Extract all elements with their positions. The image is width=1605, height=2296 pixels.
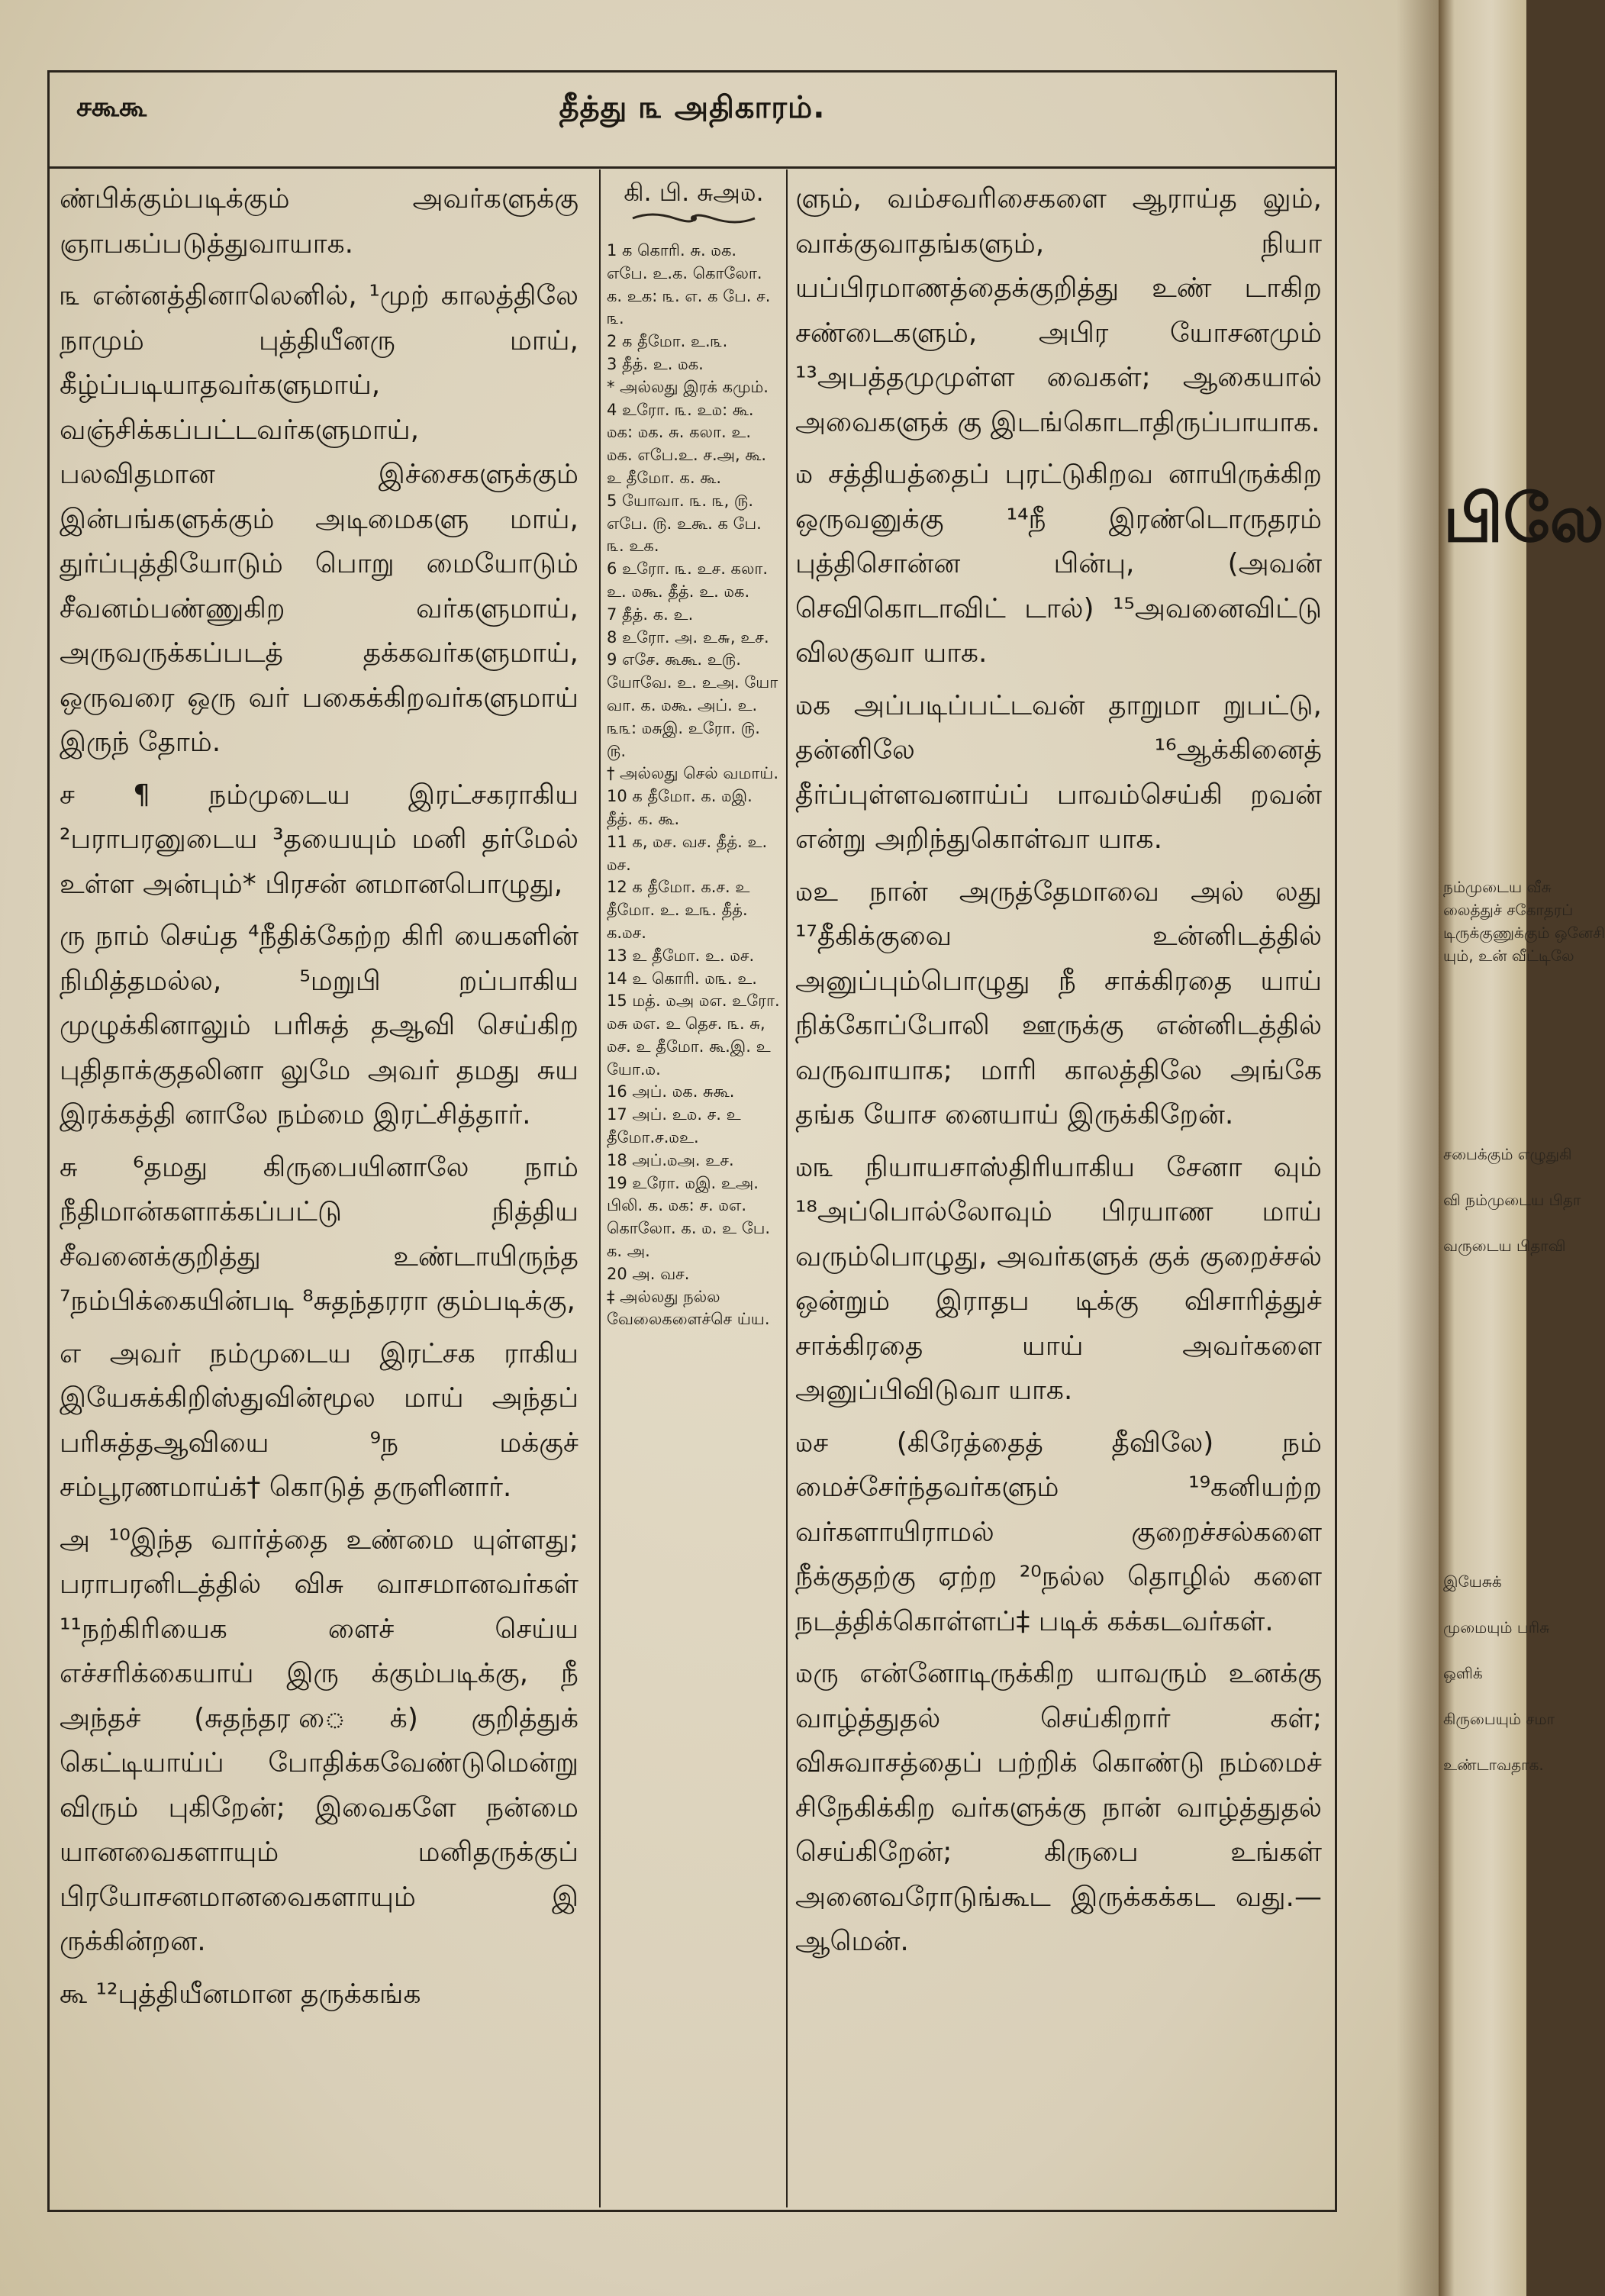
verse-paragraph: சு ⁶தமது கிருபையினாலே நாம் நீதிமான்களாக்கப்பட்டு நித்திய சீவனைக்குறித்து உண்டாயிருந்த ⁷நம்பிக்கையின்படி ⁸சுதந்தரரா கும்படிக்கு, — [60, 1151, 579, 1317]
adjacent-page-line: வருடைய பிதாவி — [1443, 1237, 1566, 1255]
verse-paragraph: கூ ¹²புத்தியீனமான தருக்கங்க — [60, 1978, 421, 2010]
margin-note: 10 க தீமோ. க. ௰இ. தீத். க. கூ. — [607, 787, 753, 828]
page-title: தீத்து ௩ அதிகாரம். — [559, 90, 826, 125]
frame-left-rule — [47, 70, 50, 2210]
verse-paragraph: அ ¹⁰இந்த வார்த்தை உண்மை யுள்ளது; பராபரனிடத்தில் விசு வாசமானவர்கள் ¹¹நற்கிரியைக ளைச் செய்ய எச்சரிக்கையாய் இரு க்கும்படிக்கு, நீ அந்தச் (சுதந்தர ைக்) குறித்துக் கெட்டியாய்ப் போதிக்கவேண்டுமென்று விரும் புகிறேன்; இவைகளே நன்மை யானவைகளாயும் மனிதருக்குப் பிரயோசனமானவைகளாயும் இ ருக்கின்றன. — [60, 1524, 579, 1957]
margin-note: 6 உரோ. ௩. உச. கலா. உ. ௰கூ. தீத். உ. ௰க. — [607, 559, 769, 601]
margin-note: 1 க கொரி. சு. ௰க. எபே. உ.க. கொலோ. க. உக: ௩. எ. க பே. ச. ௩. — [607, 241, 771, 328]
margin-note: 8 உரோ. அ. உ௬, உச. — [607, 627, 769, 647]
verse-paragraph: ௰௩ நியாயசாஸ்திரியாகிய சேனா வும் ¹⁸அப்பொல்லோவும் பிரயாண மாய் வரும்பொழுது, அவர்களுக் குக் குறைச்சல் ஒன்றும் இராதப டிக்கு விசாரித்துச் சாக்கிரதை யாய் அவர்களை அனுப்பிவிடுவா யாக. — [795, 1151, 1322, 1406]
margin-note: 18 அப்.௰அ. உச. — [607, 1150, 734, 1169]
verse-paragraph: ௰ சத்தியத்தைப் புரட்டுகிறவ னாயிருக்கிற ஒருவனுக்கு ¹⁴நீ இரண்டொருதரம் புத்திசொன்ன பின்பு, (அவன் செவிகொடாவிட் டால்) ¹⁵அவனைவிட்டு விலகுவா யாக. — [795, 459, 1322, 669]
margin-note: 17 அப். உ௰. ச. உ தீமோ.ச.௰உ. — [607, 1105, 741, 1147]
margin-note: 16 அப். ௰க. சுகூ. — [607, 1082, 735, 1101]
column-divider-left — [599, 169, 601, 2207]
margin-note: 12 க தீமோ. க.ச. உ தீமோ. உ. உ௩. தீத். க.௰ச. — [607, 878, 750, 942]
adjacent-page-line: யும், உன் வீட்டிலே — [1443, 946, 1574, 965]
verse-paragraph: எ அவர் நம்முடைய இரட்சக ராகிய இயேசுக்கிறிஸ்துவின்மூல மாய் அந்தப் பரிசுத்தஆவியை ⁹ந மக்குச் சம்பூரணமாய்க்† கொடுத் தருளினார். — [60, 1337, 579, 1503]
ornament-flourish-icon — [629, 211, 759, 226]
adjacent-page-line: டிருக்குணுக்கும் ஒனேசி — [1443, 924, 1605, 942]
margin-note: 5 யோவா. ௩. ௩, ௫. எபே. ௫. உகூ. க பே. ௩. உக. — [607, 491, 762, 556]
margin-note: ‡ அல்லது நல்ல வேலைகளைச்செ ய்ய. — [607, 1287, 770, 1329]
verse-paragraph: ௰ரு என்னோடிருக்கிற யாவரும் உனக்கு வாழ்த்துதல் செய்கிறார் கள்; விசுவாசத்தைப் பற்றிக் கொண்டு நம்மைச் சிநேகிக்கிற வர்களுக்கு நான் வாழ்த்துதல் செய்கிறேன்; கிருபை உங்கள் அனைவரோடுங்கூட இருக்கக்கட வது.—ஆமென். — [795, 1658, 1322, 1957]
margin-note: 7 தீத். க. உ. — [607, 605, 694, 624]
margin-note: 14 உ கொரி. ௰௩. உ. — [607, 969, 757, 988]
adjacent-page-line: சபைக்கும் எழுதுகி — [1443, 1145, 1572, 1163]
adjacent-page-line: கிருபையும் சமா — [1443, 1710, 1555, 1728]
verse-paragraph: ண்பிக்கும்படிக்கும் அவர்களுக்கு ஞாபகப்படுத்துவாயாக. — [60, 183, 579, 260]
margin-note: 13 உ தீமோ. உ. ௰ச. — [607, 946, 755, 965]
adjacent-page-heading: பிலே — [1443, 481, 1604, 557]
column-divider-right — [786, 169, 788, 2207]
verse-paragraph: ௰ச (கிரேத்தைத் தீவிலே) நம் மைச்சேர்ந்தவர்களும் ¹⁹கனியற்ற வர்களாயிராமல் குறைச்சல்களை நீக்குதற்கு ஏற்ற ²⁰நல்ல தொழில் களை நடத்திக்கொள்ளப்‡ படிக் கக்கடவர்கள். — [795, 1427, 1322, 1637]
verse-paragraph: ௰உ நான் அருத்தேமாவை அல் லது ¹⁷தீகிக்குவை உன்னிடத்தில் அனுப்பும்பொழுது நீ சாக்கிரதை யாய் நிக்கோப்போலி ஊருக்கு என்னிடத்தில் வருவாயாக; மாரி காலத்திலே அங்கே தங்க யோச னையாய் இருக்கிறேன். — [795, 876, 1322, 1130]
adjacent-page-line: முமையும் பரிசு — [1443, 1618, 1550, 1637]
page-number: சகூகூ — [76, 92, 147, 123]
adjacent-page-line: ஒளிக் — [1443, 1664, 1483, 1682]
adjacent-page-line: உண்டாவதாக. — [1443, 1756, 1544, 1774]
adjacent-page-line: லைத்துச் சகோதரப் — [1443, 901, 1574, 919]
frame-right-rule — [1335, 70, 1337, 2210]
verse-paragraph: ரு நாம் செய்த ⁴நீதிக்கேற்ற கிரி யைகளின் நிமித்தமல்ல, ⁵மறுபி றப்பாகிய முழுக்கினாலும் பரிசுத் தஆவி செய்கிற புதிதாக்குதலினா லுமே அவர் தமது சுய இரக்கத்தி னாலே நம்மை இரட்சித்தார். — [60, 921, 579, 1130]
margin-note: 11 க, ௰ச. வச. தீத். உ. ௰ச. — [607, 832, 768, 874]
page-gutter-shadow — [1397, 0, 1439, 2296]
left-text-column — [60, 177, 579, 2017]
verse-paragraph: ச ¶ நம்முடைய இரட்சகராகிய ²பராபரனுடைய ³தயையும் மனி தர்மேல் உள்ள அன்பும்* பிரசன் னமானபொழுது, — [60, 779, 579, 900]
margin-note: † அல்லது செல் வமாய். — [607, 764, 778, 783]
margin-note: * அல்லது இரக் கமும். — [607, 377, 769, 396]
verse-paragraph: ளும், வம்சவரிசைகளை ஆராய்த லும், வாக்குவாதங்களும், நியா யப்பிரமாணத்தைக்குறித்து உண் டாகிற சண்டைகளும், அபிர யோசனமும் ¹³அபத்தமுமுள்ள வைகள்; ஆகையால் அவைகளுக் கு இடங்கொடாதிருப்பாயாக. — [795, 183, 1322, 438]
margin-note: 2 க தீமோ. உ.௩. — [607, 332, 728, 351]
header-rule — [47, 166, 1337, 169]
right-text-column — [795, 177, 1322, 1965]
verse-paragraph: ௰க அப்படிப்பட்டவன் தாறுமா றுபட்டு, தன்னிலே ¹⁶ஆக்கினைத் தீர்ப்புள்ளவனாய்ப் பாவம்செய்கி றவன் என்று அறிந்துகொள்வா யாக. — [795, 689, 1322, 855]
adjacent-page-line: நம்முடைய வீசு — [1443, 878, 1552, 896]
margin-note: 4 உரோ. ௩. உ௰: கூ. ௰க: ௰க. சு. கலா. உ. ௰க. எபே.உ. ச.அ, கூ. உ தீமோ. க. கூ. — [607, 400, 767, 487]
margin-note: 20 அ. வச. — [607, 1264, 690, 1283]
adjacent-page-line: இயேசுக் — [1443, 1572, 1502, 1591]
margin-note: 3 தீத். உ. ௰க. — [607, 354, 704, 373]
margin-note: 19 உரோ. ௰இ. உஅ. பிலி. க. ௰க: ச. ௰எ. கொலோ. க. ௰. உ பே. க. அ. — [607, 1173, 771, 1261]
cross-reference-margin — [607, 177, 781, 1331]
margin-note: 9 எசே. கூகூ. உ௫. யோவே. உ. உஅ. யோ வா. க. ௰கூ. அப். உ. ௩௩: ௰சுஇ. உரோ. ௫. ௫. — [607, 650, 778, 760]
adjacent-page-line: வி நம்முடைய பிதா — [1443, 1191, 1581, 1209]
verse-paragraph: ௩ என்னத்தினாலெனில், ¹முற் காலத்திலே நாமும் புத்தியீனரு மாய், கீழ்ப்படியாதவர்களுமாய், வஞ்சிக்கப்பட்டவர்களுமாய், பலவிதமான இச்சைகளுக்கும் இன்பங்களுக்கும் அடிமைகளு மாய், துர்ப்புத்தியோடும் பொறு மையோடும் சீவனம்பண்ணுகிற வர்களுமாய், அருவருக்கப்படத் தக்கவர்களுமாய், ஒருவரை ஒரு வர் பகைக்கிறவர்களுமாய் இருந் தோம். — [60, 280, 579, 758]
margin-note: 15 மத். ௰அ ௰எ. உரோ. ௰சு ௰எ. உ தெச. ௩. சு, ௰ச. உ தீமோ. கூ.இ. உ யோ.௰. — [607, 992, 780, 1079]
adjacent-page-edge — [1439, 0, 1605, 2296]
margin-date-heading: கி. பி. சுஅ௰. — [624, 178, 764, 207]
